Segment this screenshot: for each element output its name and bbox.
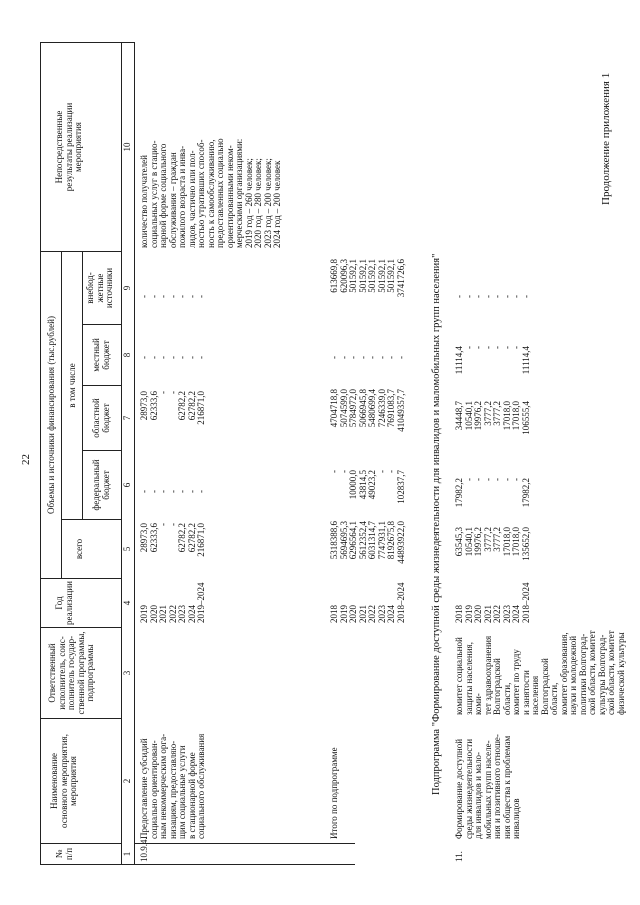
row-11-extra: - - - - - - - - (454, 295, 531, 298)
column-number-4: 4 (122, 600, 132, 606)
column-number-3: 3 (122, 670, 132, 676)
column-number-5: 5 (122, 546, 132, 552)
header-results: Непосредственные результаты реализации мероприятия (54, 102, 83, 192)
row-11-local: 11114,4 - - - - - - 11114,4 (454, 346, 531, 375)
row-10-9-4-regional: 28973,0 62333,6 - - 62782,2 62782,2 216871,0 (139, 391, 206, 425)
header-cell-num (40, 843, 122, 865)
header-year: Год реализации (54, 581, 74, 625)
row-10-9-4-name: Предоставление субсидий социально ориентирован- ным некоммерческим орга- низациям, предоставляю- щим социальные услуги в стационарной форме социального обслуживания (139, 733, 206, 839)
subprogram-total-years: 2018 2019 2020 2021 2022 2023 2024 2018–2024 (329, 582, 406, 623)
row-10-9-4-extra: - - - - - - - (139, 295, 206, 298)
row-11-total: 63545,3 10540,1 19976,2 3777,2 3777,2 17018,0 17018,0 135652,0 (454, 527, 531, 561)
subprogram-total-local: - - - - - - - - (329, 356, 406, 359)
row-10-9-4-federal: - - - - - - - (139, 490, 206, 493)
column-number-10: 10 (122, 142, 132, 152)
subprogram-total-regional: 4704718,8 5074599,0 5784972,0 5066945,8 5480699,4 7246339,0 7691083,7 41049357,7 (329, 389, 406, 432)
header-extra: внебюд- жетные источники (85, 267, 114, 309)
column-number-1: 1 (122, 851, 132, 857)
row-11-years: 2018 2019 2020 2021 2022 2023 2024 2018–2024 (454, 582, 531, 623)
continuation-label: Продолжение приложения 1 (600, 72, 612, 205)
col-sep-left (135, 864, 355, 865)
row-10-9-4-years: 2019 2020 2021 2022 2023 2024 2019–2024 (139, 582, 206, 623)
column-number-2: 2 (122, 778, 132, 784)
subprogram-total-extra: 613669,8 620096,3 501592,1 501592,1 501592,1 501592,1 501592,1 3741726,6 (329, 259, 406, 298)
column-number-9: 9 (122, 285, 132, 291)
row-10-9-4-number: 10.9.4. (139, 837, 149, 862)
header-responsible: Ответственный исполнитель, соис- полнитель государ- ственной программы, подпрограммы (47, 631, 95, 715)
subprogram-total-label: Итого по подпрограмме (329, 747, 339, 839)
row-11-number: 11. (454, 851, 464, 862)
row-11-name: Формирование доступной среды жизнедеятельности для инвалидов и мало- мобильных групп населе- ния и позитивного отноше- ния общества к проблемам инвалидов (454, 734, 521, 839)
header-name: Наименование основного мероприятия, мероприятия (49, 734, 78, 828)
header-total: всего (74, 538, 84, 560)
column-number-8: 8 (122, 352, 132, 358)
header-federal: федеральный бюджет (91, 459, 111, 511)
header-cell-year (40, 578, 122, 628)
page-number: 22 (20, 454, 32, 465)
row-11-responsible: комитет социальной защиты населения, коми- тет здравоохранения Волгоградской области, комитет по труду и занятости населения Волгоградской области, комитет образования, науки и молодежной политики Волгоград- ской области, комитет культуры Волгоград- ской области, комитет физической культуры (454, 630, 626, 715)
header-including: в том числе (67, 363, 77, 408)
subprogram-total-federal: - - 10000,0 43814,5 49023,2 - - 102837,7 (329, 470, 406, 504)
row-11-regional: 34448,7 10540,1 19976,2 3777,2 3777,2 17018,0 17018,0 106555,4 (454, 401, 531, 435)
header-regional: областной бюджет (91, 398, 111, 438)
header-cell-total (61, 519, 122, 579)
header-local: местный бюджет (91, 338, 111, 372)
row-11-federal: 17982,2 - - - - - - 17982,2 (454, 478, 531, 508)
header-financing: Объемы и источники финансирования (тыс.рублей) (46, 316, 56, 514)
row-10-9-4-total: 28973,0 62333,6 - - 62782,2 62782,2 216871,0 (139, 523, 206, 557)
header-num: № п/п (54, 847, 74, 861)
row-10-9-4-result: количество получателей социальных услуг в стацио- нарной форме социального обслуживания – граждан пожилого возраста и инва- лидов, частично или пол- ностью утративших способ- ность к самообслуживанию, предоставленных социально ориентированными неком- мерческими организациями: 2019 год – 260 человек; 2020 год – 280 человек; 2023 год – 200 человек; 2024 год – 200 человек (139, 138, 282, 248)
col-sep-1 (135, 843, 355, 844)
subprogram-title: Подпрограмма "Формирование доступной среды жизнедеятельности для инвалидов и маломобильных групп населения" (431, 253, 442, 795)
subprogram-total-total: 5318388,6 5694695,3 6296564,1 5612352,4 6031314,7 7747931,1 8192675,8 44893922,0 (329, 521, 406, 564)
column-number-7: 7 (122, 415, 132, 421)
row-10-9-4-local: - - - - - - - (139, 356, 206, 359)
column-number-6: 6 (122, 482, 132, 488)
